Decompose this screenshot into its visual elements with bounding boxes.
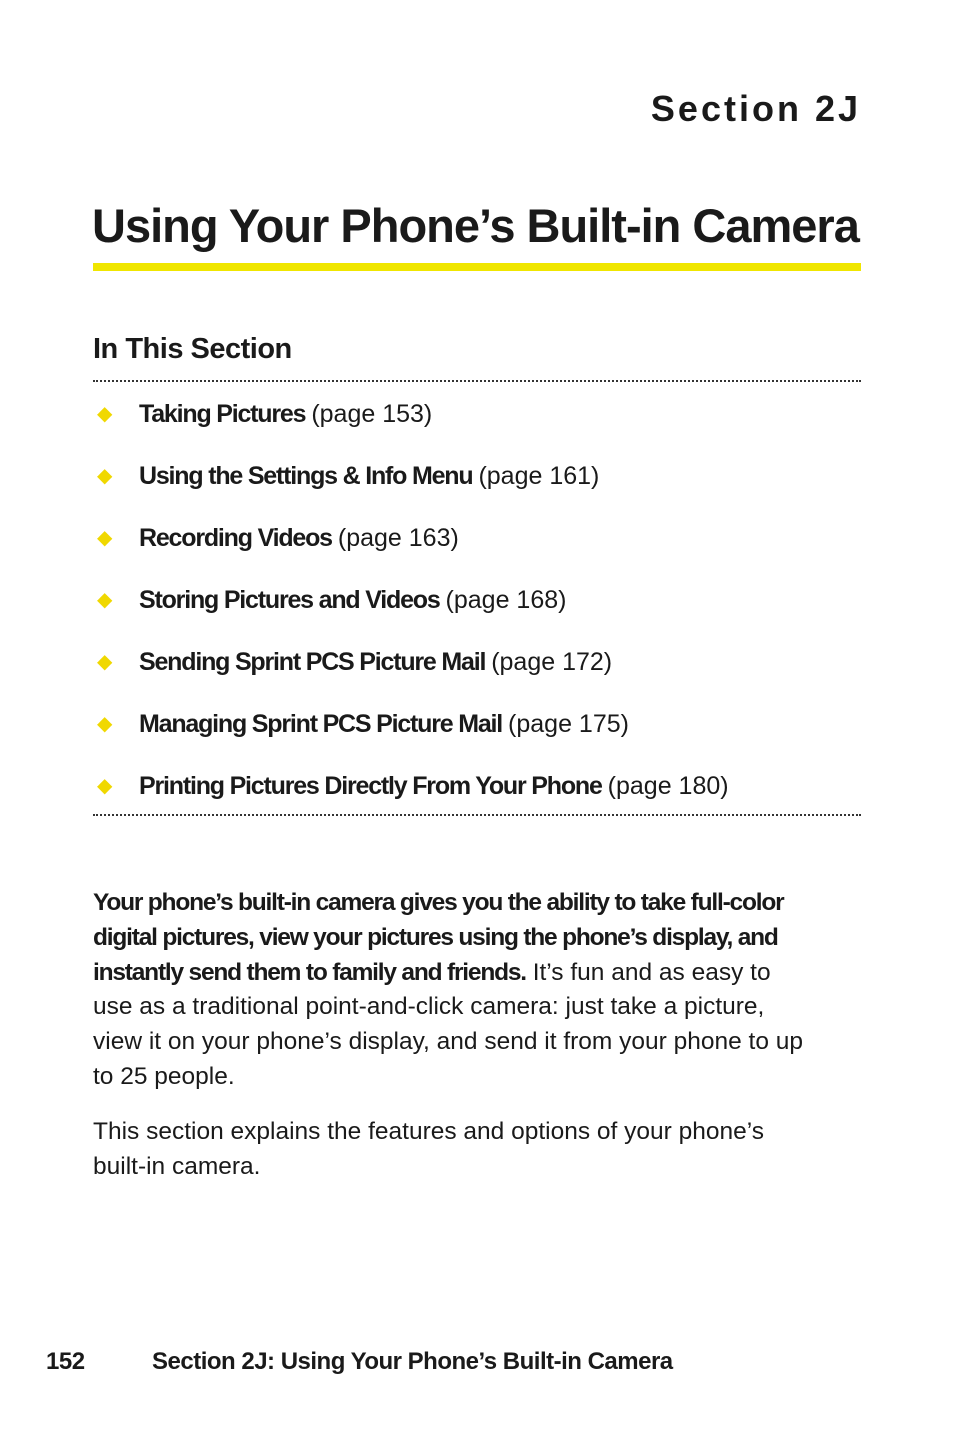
toc-item-page: (page 161) <box>478 462 600 490</box>
toc-heading: In This Section <box>93 333 292 365</box>
toc-item-page: (page 168) <box>445 586 567 614</box>
diamond-icon: ◆ <box>97 465 113 487</box>
page-number: 152 <box>46 1348 85 1375</box>
diamond-icon: ◆ <box>97 527 113 549</box>
toc-item-page: (page 163) <box>337 524 459 552</box>
toc-item[interactable] <box>93 517 861 579</box>
toc-top-divider <box>93 380 861 382</box>
diamond-icon: ◆ <box>97 589 113 611</box>
toc-item[interactable] <box>93 641 861 703</box>
toc-item[interactable] <box>93 455 861 517</box>
toc-item[interactable] <box>93 393 861 455</box>
toc-item-title: Printing Pictures Directly From Your Phone <box>139 772 602 800</box>
diamond-icon: ◆ <box>97 713 113 735</box>
toc-item-title: Recording Videos <box>139 524 332 552</box>
toc-list <box>93 393 861 827</box>
title-underline <box>93 263 861 271</box>
intro-lead: Your phone’s built-in camera gives you the ability to take full-color digital pictures, view your pictures using the phone’s display, and instantly send them to family and friends. <box>93 889 784 986</box>
section-description: This section explains the features and options of your phone’s built-in camera. <box>93 1118 764 1180</box>
toc-item-page: (page 172) <box>491 648 613 676</box>
running-title: Section 2J: Using Your Phone’s Built-in Camera <box>152 1348 673 1375</box>
toc-item-page: (page 175) <box>508 710 629 738</box>
page-footer <box>46 1348 673 1376</box>
diamond-icon: ◆ <box>97 775 113 797</box>
toc-item-title: Taking Pictures <box>139 400 306 428</box>
section-label: Section 2J <box>650 88 861 129</box>
intro-rest: It’s fun and as easy to use as a traditional point-and-click camera: just take a picture, view it on your phone’s display, and send it from your phone to up to 25 people. <box>93 958 804 1090</box>
page-title: Using Your Phone’s Built-in Camera <box>92 199 859 252</box>
toc-item[interactable] <box>93 703 861 765</box>
toc-item-title: Sending Sprint PCS Picture Mail <box>139 648 486 676</box>
toc-item-title: Using the Settings & Info Menu <box>139 462 473 490</box>
toc-item-page: (page 153) <box>311 400 433 428</box>
toc-item[interactable] <box>93 765 861 827</box>
toc-bottom-divider <box>93 814 861 816</box>
toc-item-title: Managing Sprint PCS Picture Mail <box>139 710 503 738</box>
diamond-icon: ◆ <box>97 651 113 673</box>
toc-item[interactable] <box>93 579 861 641</box>
intro-paragraph <box>93 886 805 1095</box>
toc-item-title: Storing Pictures and Videos <box>139 586 440 614</box>
toc-item-page: (page 180) <box>607 772 729 800</box>
diamond-icon: ◆ <box>97 403 113 425</box>
